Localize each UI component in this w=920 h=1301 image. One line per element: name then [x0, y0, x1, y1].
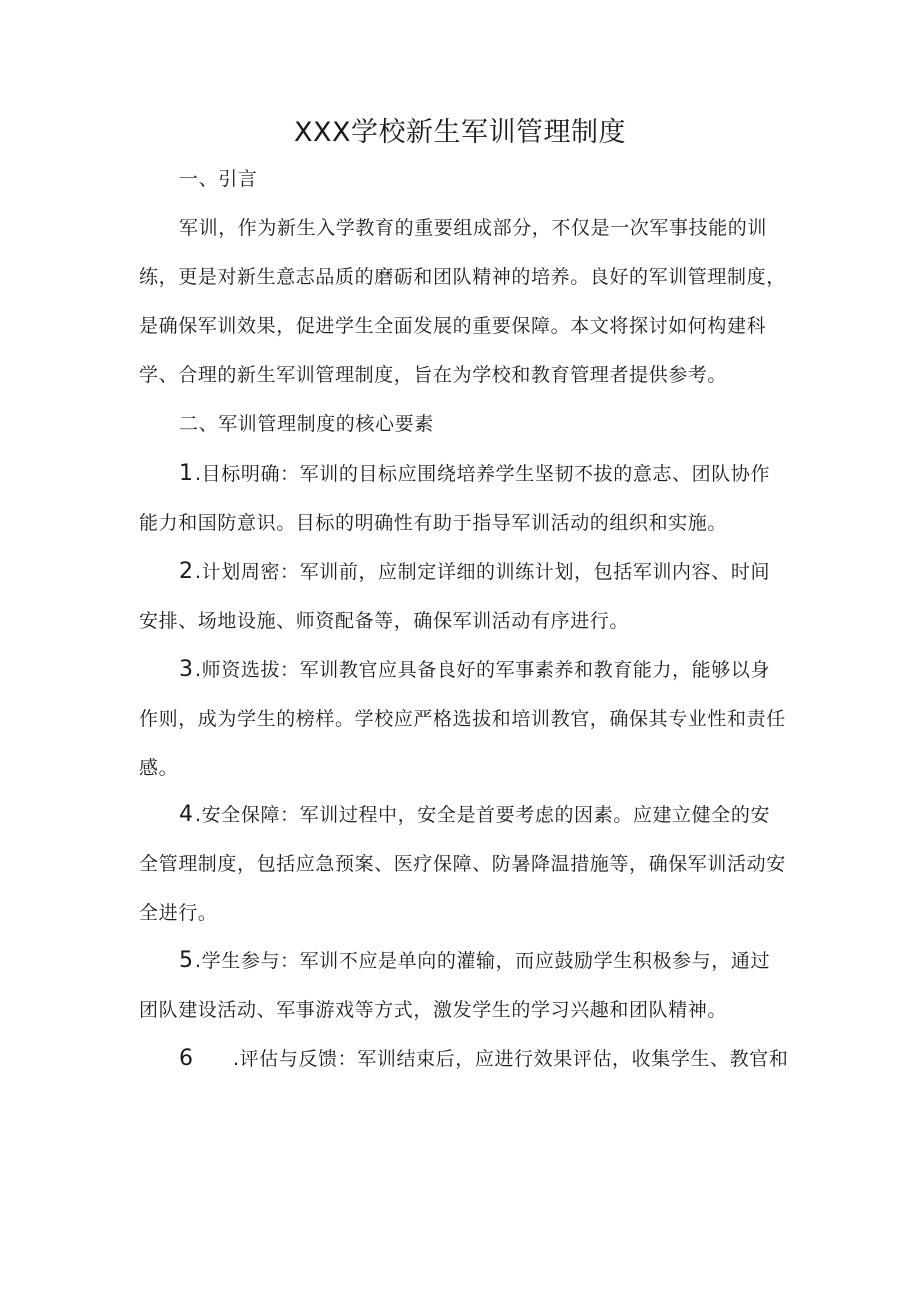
intro-paragraph: 军训，作为新生入学教育的重要组成部分，不仅是一次军事技能的训练，更是对新生意志品质的磨砺和团队精神的培养。良好的军训管理制度，是确保军训效果，促进学生全面发展的重要保障。本文将探讨如何构建科学、合理的新生军训管理制度，旨在为学校和教育管理者提供参考。 — [139, 217, 786, 386]
document-title: XXX学校新生军训管理制度 — [294, 117, 626, 148]
list-item — [139, 645, 789, 793]
list-item — [139, 1034, 789, 1084]
list-item-number: 1 — [179, 461, 195, 486]
list-item — [139, 790, 789, 938]
section-heading-core-elements: 二、军训管理制度的核心要素 — [179, 413, 434, 435]
list-item-text: .评估与反馈：军训结束后，应进行效果评估，收集学生、教官和 — [233, 1048, 789, 1070]
list-item-number: 2 — [179, 559, 195, 584]
list-item-number: 5 — [179, 948, 195, 973]
list-item — [139, 547, 789, 646]
list-item-number: 6 — [179, 1046, 195, 1071]
list-item-text: .目标明确：军训的目标应围绕培养学生坚韧不拔的意志、团队协作能力和国防意识。目标的明确性有助于指导军训活动的组织和实施。 — [139, 463, 771, 534]
list-item — [139, 449, 789, 548]
list-item-text: .计划周密：军训前，应制定详细的训练计划，包括军训内容、时间安排、场地设施、师资配备等，确保军训活动有序进行。 — [139, 561, 771, 632]
list-item-text: .学生参与：军训不应是单向的灌输，而应鼓励学生积极参与，通过团队建设活动、军事游戏等方式，激发学生的学习兴趣和团队精神。 — [139, 950, 771, 1021]
section-heading-intro: 一、引言 — [179, 168, 258, 190]
list-item-number: 4 — [179, 802, 195, 827]
list-item-text: .师资选拔：军训教官应具备良好的军事素养和教育能力，能够以身作则，成为学生的榜样。学校应严格选拔和培训教官，确保其专业性和责任感。 — [139, 659, 786, 779]
list-item-text: .安全保障：军训过程中，安全是首要考虑的因素。应建立健全的安全管理制度，包括应急预案、医疗保障、防暑降温措施等，确保军训活动安全进行。 — [139, 804, 786, 924]
list-item-number: 3 — [179, 657, 195, 682]
list-item — [139, 936, 789, 1035]
